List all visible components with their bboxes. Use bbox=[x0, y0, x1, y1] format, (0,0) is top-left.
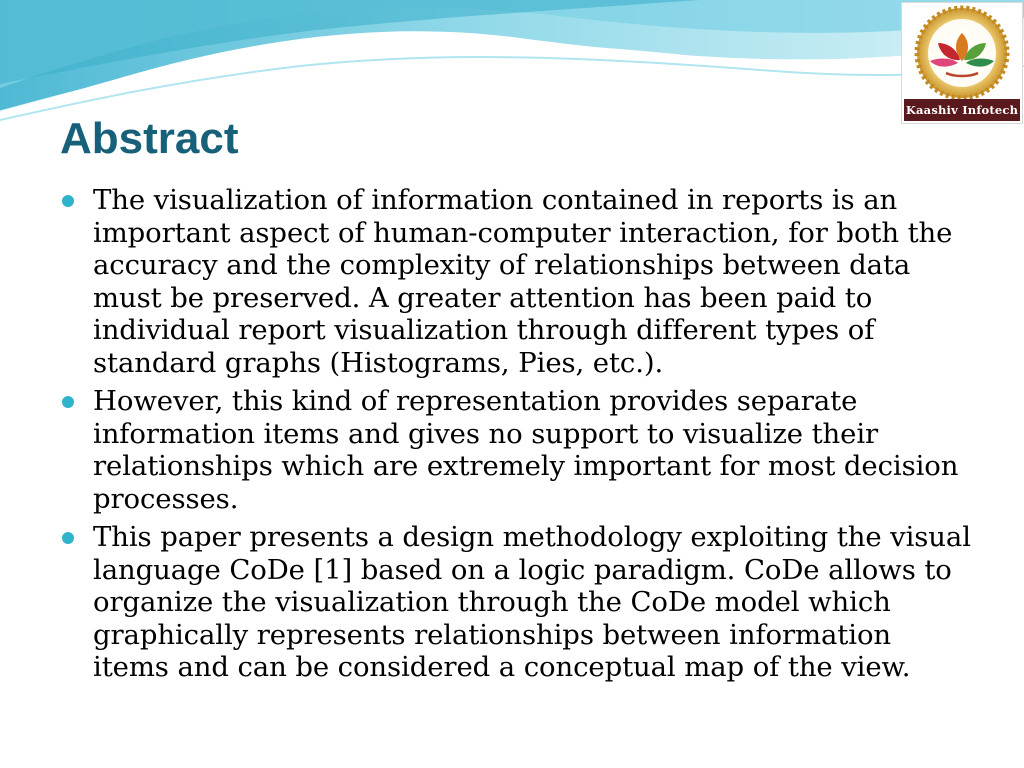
bullet-dot-icon bbox=[62, 195, 74, 207]
bullet-dot-icon bbox=[62, 396, 74, 408]
bullet-text: This paper presents a design methodology exploiting the visual language CoDe [1] based on a logic paradigm. CoDe allows to organize the visualization through the CoDe model which graphically represents relationships between information items and can be considered a conceptual map of the view. bbox=[93, 521, 971, 683]
kaashiv-infotech-logo bbox=[901, 2, 1023, 124]
bullet-text: However, this kind of representation provides separate information items and gives no support to visualize their relationships which are extremely important for most decision processes. bbox=[93, 385, 959, 515]
header-wave-decoration bbox=[0, 0, 1024, 130]
slide-title: Abstract bbox=[60, 114, 239, 163]
bullet-dot-icon bbox=[62, 532, 74, 544]
bullet-item bbox=[62, 184, 972, 379]
logo-emblem-icon bbox=[902, 3, 1022, 101]
bullet-item bbox=[62, 385, 972, 515]
logo-label: Kaashiv Infotech bbox=[904, 99, 1020, 121]
bullet-item bbox=[62, 521, 972, 684]
bullet-list bbox=[62, 184, 972, 690]
bullet-text: The visualization of information contained in reports is an important aspect of human-computer interaction, for both the accuracy and the complexity of relationships between data must be preserved. A greater attention has been paid to individual report visualization through different types of standard graphs (Histograms, Pies, etc.). bbox=[93, 184, 953, 379]
